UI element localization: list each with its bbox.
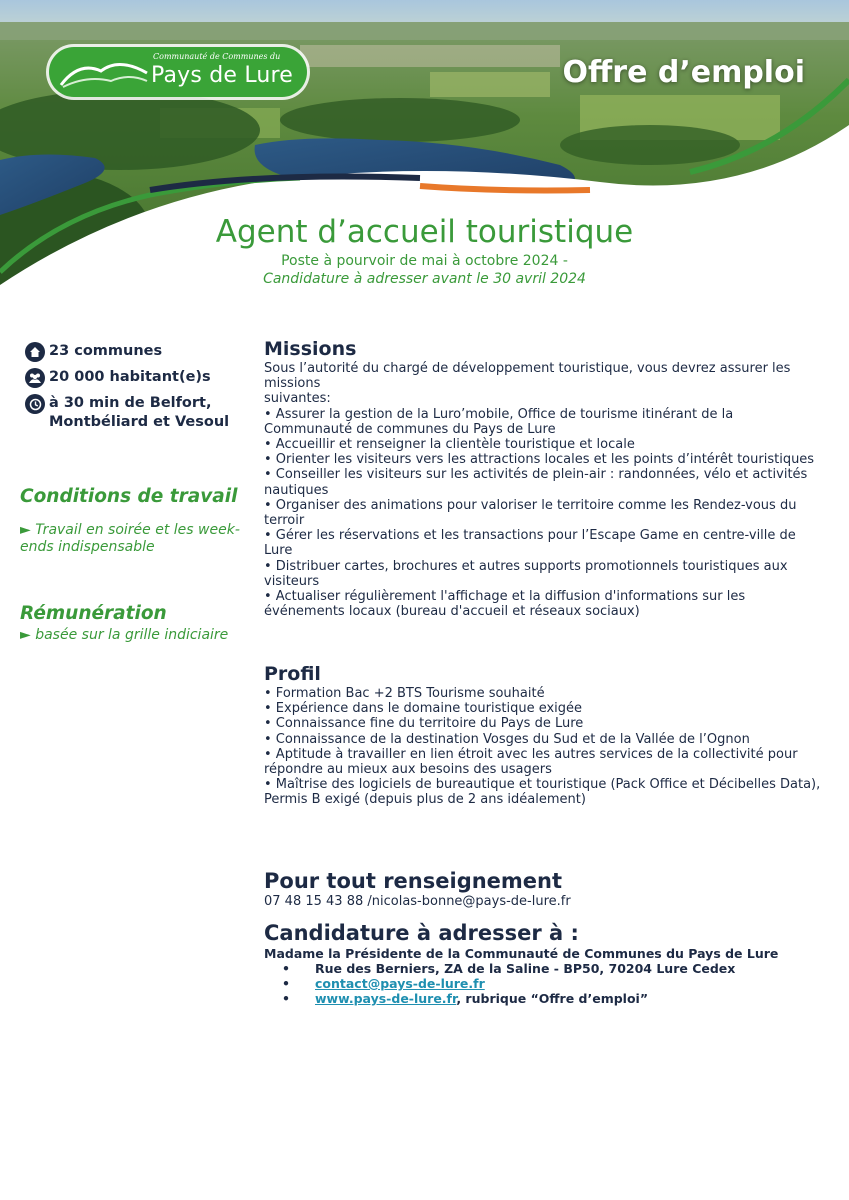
logo-subtitle: Communauté de Communes du — [153, 52, 281, 61]
missions-section — [264, 337, 824, 619]
people-icon — [25, 368, 45, 388]
bullet: • — [282, 976, 290, 991]
profil-line: • Formation Bac +2 BTS Tourisme souhaité — [264, 686, 545, 701]
missions-line: • Organiser des animations pour valoriser le territoire comme les Rendez-vous du terroir — [264, 497, 797, 529]
application-deadline: Candidature à adresser avant le 30 avril 2024 — [263, 271, 586, 287]
candidature-list — [264, 961, 824, 1006]
missions-line: • Conseiller les visiteurs sur les activités de plein-air : randonnées, vélo et activités nautiques — [264, 467, 808, 498]
missions-list — [264, 361, 824, 619]
profil-section — [264, 662, 824, 808]
profil-line: Permis B exigé (depuis plus de 2 ans idéalement) — [264, 792, 586, 808]
logo-title: Pays de Lure — [151, 63, 294, 88]
profil-heading: Profil — [264, 663, 321, 685]
candidature-heading: Candidature à adresser à : — [264, 921, 579, 945]
bullet: • — [282, 961, 290, 976]
profil-line: • Connaissance de la destination Vosges du Sud et de la Vallée de l’Ognon — [264, 731, 750, 747]
candidature-recipient: Madame la Présidente de la Communauté de Communes du Pays de Lure — [264, 946, 779, 961]
job-title: Agent d’accueil touristique — [215, 214, 634, 250]
missions-line: suivantes: — [264, 391, 331, 407]
website-link[interactable]: www.pays-de-lure.fr — [315, 991, 457, 1006]
conditions-heading: Conditions de travail — [20, 486, 238, 507]
missions-line: • Assurer la gestion de la Luro’mobile, Office de tourisme itinérant de la Communauté de communes du Pays de Lure — [264, 406, 734, 437]
stat-population — [25, 368, 245, 388]
email-link[interactable]: contact@pays-de-lure.fr — [315, 976, 485, 991]
home-icon — [25, 342, 45, 362]
job-period: Poste à pourvoir de mai à octobre 2024 - — [281, 253, 568, 269]
profil-line: • Aptitude à travailler en lien étroit avec les autres services de la collectivité pour répondre au mieux aux besoins des usagers — [264, 746, 798, 778]
missions-line: • Actualiser régulièrement l'affichage et la diffusion d'informations sur les événements locaux (bureau d'accueil et réseaux sociaux) — [264, 589, 746, 620]
remuneration-text: ► basée sur la grille indiciaire — [20, 627, 229, 643]
contact-heading: Pour tout renseignement — [264, 869, 563, 893]
profil-line: • Maîtrise des logiciels de bureautique et touristique (Pack Office et Décibelles Data), — [264, 777, 821, 793]
missions-heading: Missions — [264, 338, 357, 360]
profil-line: • Expérience dans le domaine touristique exigée — [264, 701, 583, 717]
job-offer-banner: Offre d’emploi — [562, 55, 805, 90]
missions-line: • Accueillir et renseigner la clientèle touristique et locale — [264, 437, 635, 453]
conditions-text: ► Travail en soirée et les week-ends indispensable — [20, 522, 240, 555]
contact-line: 07 48 15 43 88 /nicolas-bonne@pays-de-lure.fr — [264, 894, 571, 909]
profil-list — [264, 686, 824, 808]
stat-distance — [25, 394, 245, 432]
profil-line: • Connaissance fine du territoire du Pays de Lure — [264, 716, 584, 732]
contact-section — [264, 868, 824, 909]
remuneration-heading: Rémunération — [20, 603, 167, 624]
territory-stats — [25, 342, 245, 438]
candidature-section — [264, 920, 824, 1006]
missions-line: • Gérer les réservations et les transactions pour l’Escape Game en centre-ville de Lure — [264, 528, 796, 559]
candidature-website-item — [264, 991, 824, 1006]
missions-line: • Orienter les visiteurs vers les attractions locales et les points d’intérêt touristiques — [264, 452, 815, 468]
hills-logo-icon — [59, 55, 149, 89]
stat-population-text: 20 000 habitant(e)s — [49, 369, 211, 385]
clock-icon — [25, 394, 45, 414]
missions-line: • Distribuer cartes, brochures et autres supports promotionnels touristiques aux visiteurs — [264, 558, 788, 589]
bullet: • — [282, 991, 290, 1006]
candidature-email-item — [264, 976, 824, 991]
stat-communes — [25, 342, 245, 362]
website-suffix: , rubrique “Offre d’emploi” — [456, 991, 649, 1006]
pays-de-lure-logo — [49, 47, 307, 97]
candidature-address: Rue des Berniers, ZA de la Saline - BP50, 70204 Lure Cedex — [315, 961, 736, 976]
candidature-address-item — [264, 961, 824, 976]
stat-distance-text: à 30 min de Belfort, Montbéliard et Vesoul — [49, 395, 230, 430]
stat-communes-text: 23 communes — [49, 343, 163, 359]
missions-line: Sous l’autorité du chargé de développement touristique, vous devrez assurer les missions — [264, 361, 791, 392]
